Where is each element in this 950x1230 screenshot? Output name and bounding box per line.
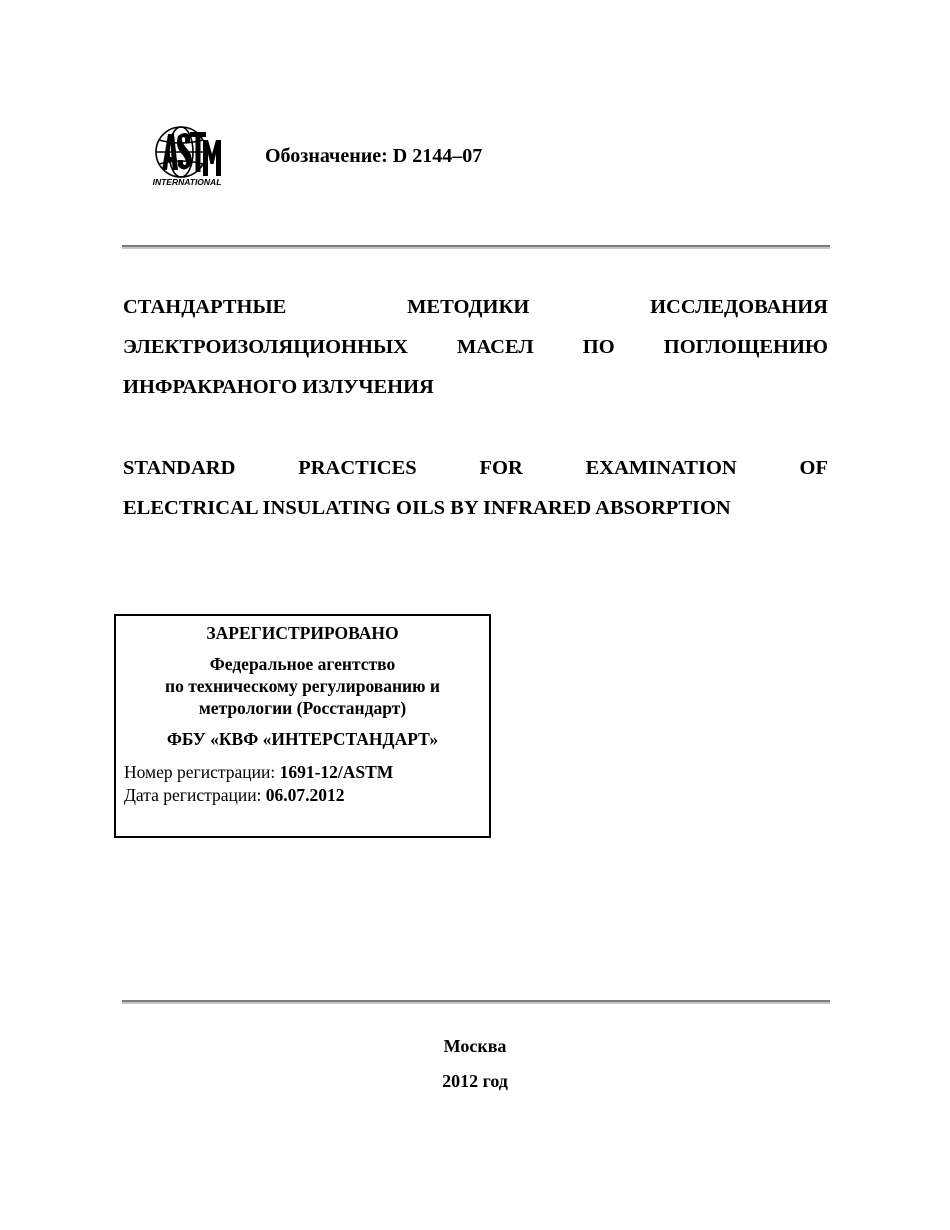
top-divider	[122, 245, 830, 249]
title-russian	[123, 287, 828, 407]
agency-line-3: метрологии (Росстандарт)	[198, 698, 407, 718]
registration-number-row	[124, 761, 489, 784]
title-en-line-2: ELECTRICAL INSULATING OILS BY INFRARED ABSORPTION	[123, 497, 731, 519]
registration-stamp	[114, 614, 491, 838]
title-ru-line-2: ЭЛЕКТРОИЗОЛЯЦИОННЫХ МАСЕЛ ПО ПОГЛОЩЕНИЮ	[123, 336, 828, 358]
registration-heading: ЗАРЕГИСТРИРОВАНО	[206, 623, 399, 643]
title-english	[123, 448, 828, 528]
registration-number-label: Номер регистрации:	[124, 762, 276, 782]
title-ru-line-1: СТАНДАРТНЫЕ МЕТОДИКИ ИССЛЕДОВАНИЯ	[123, 296, 828, 318]
agency-line-2: по техническому регулированию и	[165, 676, 440, 696]
registration-number-value: 1691-12/ASTM	[279, 762, 394, 782]
logo-subtext: INTERNATIONAL	[152, 177, 222, 187]
registration-date-row	[124, 784, 489, 807]
title-ru-line-3: ИНФРАКРАНОГО ИЗЛУЧЕНИЯ	[123, 376, 434, 398]
publication-city: Москва	[443, 1036, 507, 1056]
agency-line-1: Федеральное агентство	[209, 654, 396, 674]
astm-logo	[148, 126, 226, 188]
document-designation: Обозначение: D 2144–07	[265, 145, 483, 167]
registration-date-value: 06.07.2012	[265, 785, 345, 805]
registration-fields	[116, 761, 489, 807]
title-en-line-1: STANDARD PRACTICES FOR EXAMINATION OF	[123, 457, 828, 479]
registration-organization: ФБУ «КВФ «ИНТЕРСТАНДАРТ»	[166, 729, 439, 749]
registration-date-label: Дата регистрации:	[124, 785, 262, 805]
publication-year: 2012 год	[442, 1071, 508, 1091]
bottom-divider	[122, 1000, 830, 1004]
registration-agency	[116, 653, 489, 719]
